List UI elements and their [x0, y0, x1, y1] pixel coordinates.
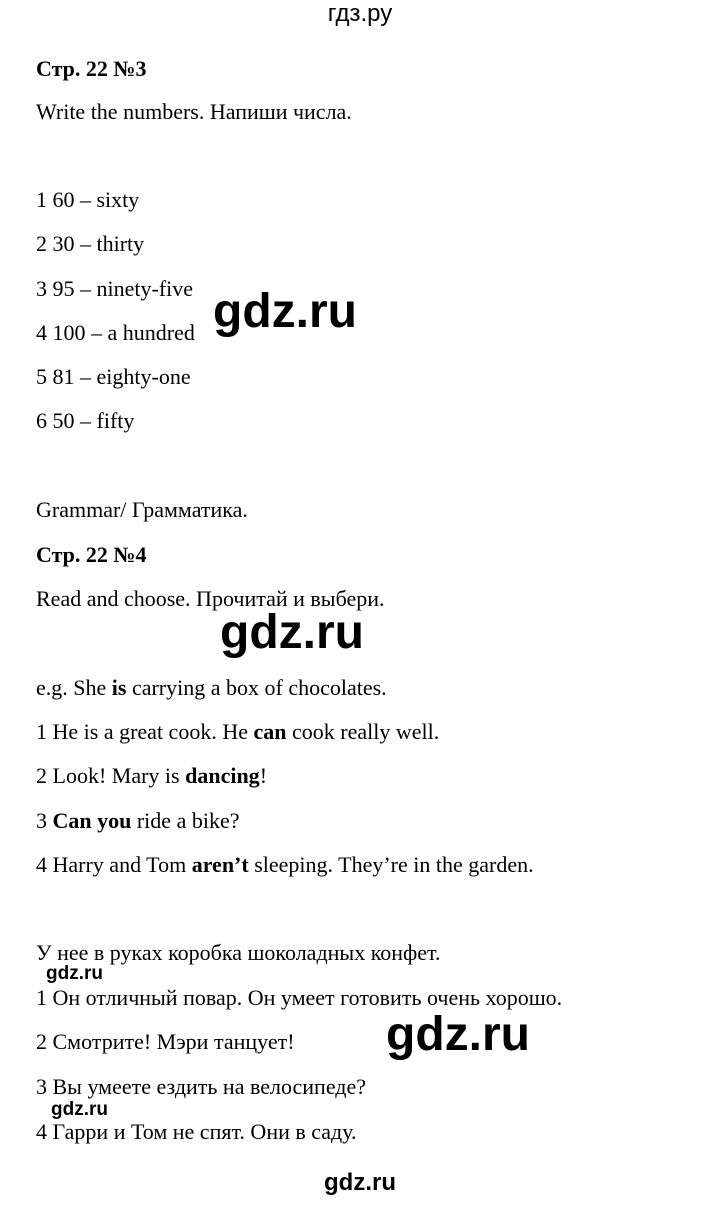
watermark: gdz.ru [386, 1008, 530, 1061]
watermark: gdz.ru [51, 1099, 108, 1120]
section3-title: Стр. 22 №3 [36, 56, 147, 81]
sentence-text: e.g. She [36, 675, 112, 700]
number-item: 1 60 – sixty [36, 187, 140, 212]
sentence-text: 1 He is a great cook. He [36, 719, 254, 744]
sentence-text: carrying a box of chocolates. [126, 675, 387, 700]
footer-watermark: gdz.ru [324, 1169, 396, 1196]
watermark: gdz.ru [220, 606, 364, 659]
sentence-text: cook really well. [286, 719, 440, 744]
number-item: 2 30 – thirty [36, 231, 145, 256]
answer-sentence [36, 765, 267, 787]
sentence-text: 4 Harry and Tom [36, 852, 192, 877]
header-watermark: гдз.ру [327, 0, 393, 27]
translation-line: 3 Вы умеете ездить на велосипеде? [36, 1074, 367, 1099]
translation-line: 4 Гарри и Том не спят. Они в саду. [36, 1119, 357, 1144]
sentence-text: 2 Look! Mary is [36, 763, 186, 788]
grammar-heading: Grammar/ Грамматика. [36, 497, 248, 522]
sentence-text: ! [259, 763, 268, 788]
answer-sentence [36, 854, 534, 876]
section3-instruction: Write the numbers. Напиши числа. [36, 99, 352, 124]
number-item: 6 50 – fifty [36, 408, 135, 433]
section4-instruction: Read and choose. Прочитай и выбери. [36, 586, 385, 611]
section4-title: Стр. 22 №4 [36, 542, 147, 567]
watermark: gdz.ru [46, 963, 103, 984]
sentence-text: 3 [36, 808, 53, 833]
number-item: 3 95 – ninety-five [36, 276, 194, 301]
translation-line: 1 Он отличный повар. Он умеет готовить очень хорошо. [36, 985, 563, 1010]
translation-line: 2 Смотрите! Мэри танцует! [36, 1029, 295, 1054]
answer-word: can [253, 719, 287, 744]
answer-word: dancing [185, 763, 260, 788]
answer-word: Can you [52, 808, 132, 833]
number-item: 4 100 – a hundred [36, 320, 195, 345]
answer-word: is [111, 675, 127, 700]
translation-line: У нее в руках коробка шоколадных конфет. [36, 940, 441, 965]
number-item: 5 81 – eighty-one [36, 364, 191, 389]
answer-sentence [36, 721, 439, 743]
sentence-text: ride a bike? [131, 808, 240, 833]
answer-sentence [36, 810, 239, 832]
example-sentence [36, 677, 387, 699]
answer-word: aren’t [191, 852, 249, 877]
watermark: gdz.ru [213, 285, 357, 338]
sentence-text: sleeping. They’re in the garden. [248, 852, 534, 877]
